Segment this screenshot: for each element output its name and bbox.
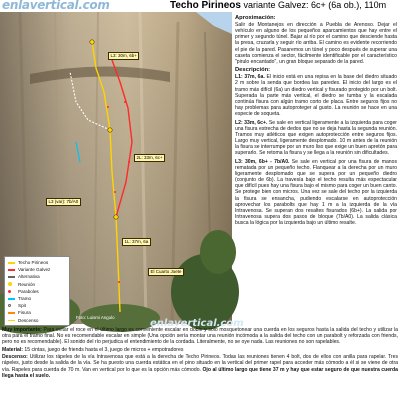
- note-text: Para evitar el roce en el último largo es conveniente escalar en doble y solo mosquetonear una cuerda en los seguros hasta la salida del techo y utilizar la otra para el tramo final. No es recomendable escalar en simple (Una opción sería montar una reunión incómoda a la salida del techo con un parabolt y reforzada con friends, pero no es recomendable). El sonido del río perjudica el entendimiento de la cordada. Literalmente, no se oye nada. Las reuniones no son rapelables.: [2, 327, 399, 346]
- pitch-text: El inicio está en una repisa en la base del diedro situado 2 m sobre la senda que bordea las paredes. El inicio del largo es el tramo más difícil (6a) un diedro vertical y fisurado protegido por un bolt. Superada la parte más vertical, el diedro se tumba y la escalada continúa fisura con algún tramo corto de placa. Entre seguros fijos no hay problemas para autoproteger al gusto. La reunión se hace en una especie de soqueta.: [235, 74, 397, 118]
- legend-label: Paraboles: [18, 288, 39, 294]
- feature-label-cave: El Cuarto Joete: [148, 268, 184, 276]
- note-text: Utilizar los rápeles de la vía Intravenosa que está a la derecha de Techo Pirineos. Todas las reuniones tienen 4 bolt, dos de ellos con anilla para rapelar. Tres rápeles, justo desde la salida de la vía. Se ha puesto una cuerda estática en el pino situado en la vertical del primer rapel para acceder más cómodo a él si se viene de otra vía. Rapeles para cuerda de 70 m. Van en vertical por lo que es la opción más cómodo.: [2, 354, 399, 373]
- legend-row: [8, 273, 66, 280]
- legend-label: Fisura: [18, 310, 31, 316]
- legend-row: [8, 259, 66, 266]
- site-brand-logo[interactable]: enlavertical.com: [2, 0, 110, 12]
- legend-row: [8, 302, 66, 309]
- legend-label: Alternativa: [18, 274, 40, 280]
- note-warning: Ojo al último largo que tiene 37 m y hay que estar seguro de que nuestra cuerda llega hasta el suelo.: [2, 366, 398, 379]
- legend-label: Techo Pirineos: [18, 260, 49, 266]
- legend-swatch: [8, 298, 15, 300]
- approach-heading: Aproximación:: [235, 15, 276, 21]
- legend-row: [8, 295, 66, 302]
- note-label: Muy importante:: [2, 327, 42, 333]
- legend-swatch: [8, 262, 15, 264]
- legend-swatch: [8, 282, 12, 286]
- photo-watermark: enlavertical.com: [150, 318, 244, 329]
- legend-label: Descenso: [18, 317, 39, 323]
- note-paragraph: [2, 327, 398, 346]
- note-label: Descenso:: [2, 354, 28, 361]
- legend-label: Tramo: [18, 296, 32, 302]
- pitch-text: Se sale en vertical por una fisura de manos rematada por un pequeño techo. Flanquear a la derecha por un muro ligeramente desplomado que se supera por un pequeño diedro (conjunto de 6b). La travesía bajo el techo resulta más espectacular que difícil pues hay una fisura bajo el mismo para coger un buen canto. Se protege bien con micros. Una vez se sale del techo por la izquierda la fisura se ensancha, pudiendo escalarse en autoprotección aprovechar los parabolts que hay 1 m a la izquierda de la vía Intravenosa. Se superan dos resaltes fisurados (6b+). La salida por Intravenosa supera dos pasos de bloque (7b/A0). La salida clásica busca la lógica por la izquierda bajo un último resalte.: [235, 158, 397, 227]
- note-paragraph: [2, 354, 398, 379]
- pitch-label: L3: 30m, 6b+ - 7b/A0.: [235, 158, 290, 165]
- pitch-description: [235, 74, 397, 117]
- pitch-label-l2: 2L: 33m, 6c+: [134, 154, 165, 162]
- route-description-column: [235, 14, 397, 326]
- photo-credit: Foto: Luismi Angulo: [76, 315, 115, 320]
- legend-swatch: [8, 304, 11, 307]
- legend-swatch: [8, 290, 11, 293]
- legend-label: Reunión: [18, 281, 36, 287]
- legend-swatch: [8, 320, 15, 321]
- legend-swatch: [8, 312, 15, 314]
- legend-label: Variante Galvez: [18, 267, 51, 273]
- route-notes: [2, 327, 398, 400]
- legend-row: [8, 281, 66, 288]
- note-text: 15 cintas, juego de friends hasta el 3, juego de micros + empotradores: [24, 346, 184, 353]
- pitch-label: L1: 37m, 6a.: [235, 74, 265, 81]
- route-title: [170, 0, 386, 11]
- legend-row: [8, 317, 66, 324]
- approach-text: Salir de Montanejos en dirección a Puebla de Arenoso. Dejar el vehículo en alguno de los pequeños aparcamientos que hay entre el primer y segundo túnel. Bajar al río por el camino que desciende hasta la presa, cruzarla y seguir río arriba. El camino es evidente recorriendo el pie de la pared. Pasaremos un túnel y poco después de superar una caseta comienza el sector, fácilmente identificable por el característico "pirulo encantado", un gran bloque separado de la pared.: [235, 22, 397, 65]
- pitch-description: [235, 159, 397, 227]
- route-name: Techo Pirineos: [170, 0, 241, 11]
- note-paragraph: [2, 347, 398, 353]
- legend-label: Spit: [18, 303, 26, 309]
- pitch-label-l3-alt: L3 (var): 7b/A0: [46, 198, 81, 206]
- pitch-label-l3: L3: 30m, 6b+: [108, 52, 139, 60]
- pitch-label-l1: 1L: 37m, 6a: [122, 238, 151, 246]
- legend-row: [8, 288, 66, 295]
- route-variant: variante Galvez: 6c+ (6a ob.), 110m: [243, 0, 387, 10]
- header: [0, 0, 400, 12]
- pitch-label: L2: 33m, 6c+.: [235, 119, 268, 126]
- legend-row: [8, 309, 66, 316]
- legend-swatch: [8, 269, 15, 271]
- note-label: Material:: [2, 346, 23, 353]
- legend-row: [8, 266, 66, 273]
- topo-photo: [0, 12, 244, 329]
- pitch-text: Se sale en vertical ligeramente a la izquierda para coger una fisura estrecha de dedos que no se deja hasta la segunda reunión. Tramos muy atléticos que exigen autoprotección entre seguros fijos. Largo muy vertical, ligeramente desplomado. 10 m antes de la reunión la fisura se interrumpe por un muro liso que exige un buen apretón para superarlo. Se retoma la fisura y se llega a la reunión sin dificultades.: [235, 119, 397, 157]
- description-heading: Descripción:: [235, 67, 271, 74]
- legend-swatch: [8, 276, 15, 278]
- topo-legend: [4, 256, 70, 326]
- pitch-description: [235, 120, 397, 157]
